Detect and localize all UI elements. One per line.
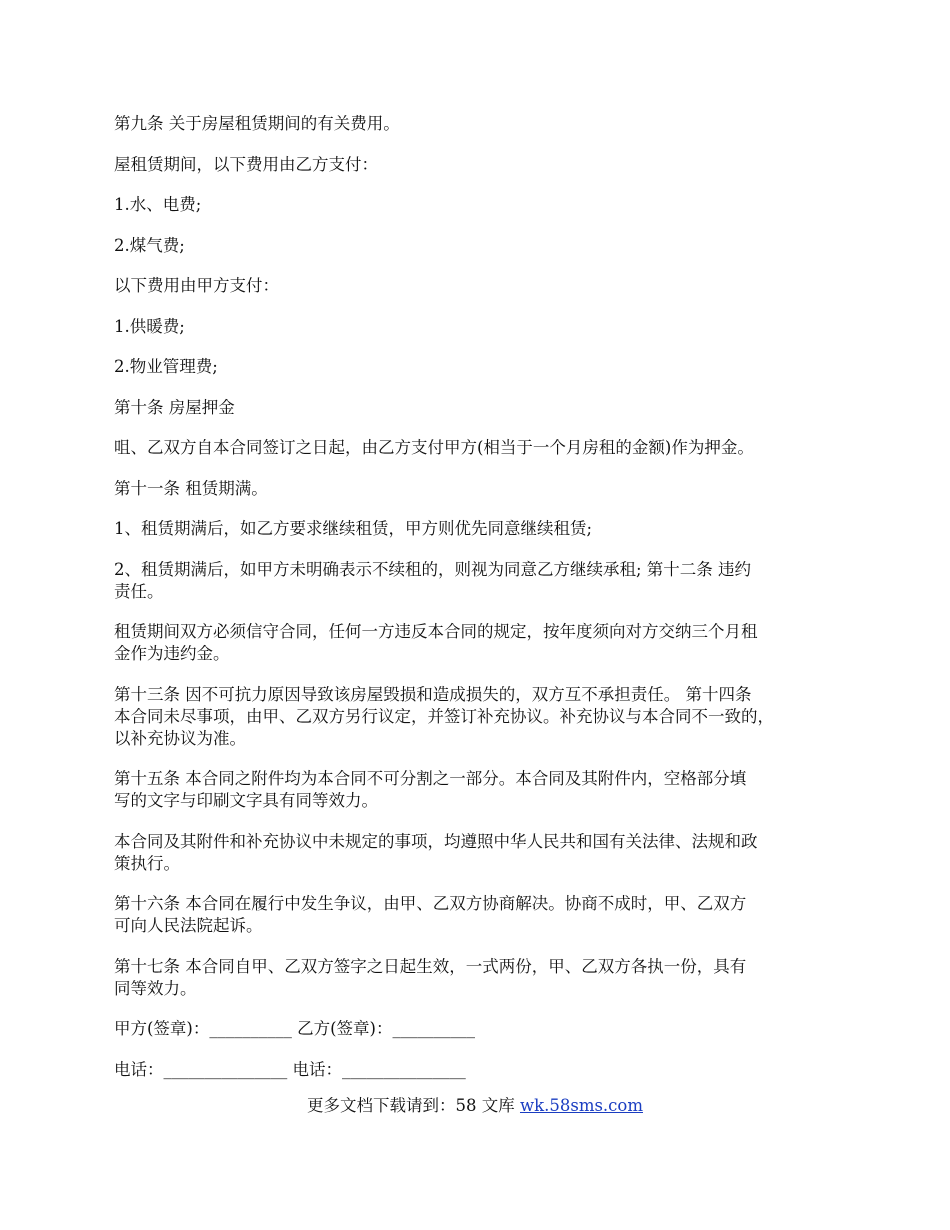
footer-link[interactable]: wk.58sms.com <box>519 1096 643 1115</box>
unspecified-matters-paragraph: 本合同及其附件和补充协议中未规定的事项，均遵照中华人民共和国有关法律、法规和政 策执行。 <box>114 831 758 873</box>
tenant-fee-item-1: 1.水、电费; <box>114 195 202 214</box>
footer <box>0 1095 950 1117</box>
footer-text: 更多文档下载请到：58 文库 <box>306 1096 520 1115</box>
landlord-fees-intro: 以下费用由甲方支付： <box>114 276 279 295</box>
clause-13-14-paragraph: 第十三条 因不可抗力原因导致该房屋毁损和造成损失的，双方互不承担责任。 第十四条 本合同未尽事项，由甲、乙双方另行议定，并签订补充协议。补充协议与本合同不一致的， 以补充协议为准。 <box>114 684 774 748</box>
signature-line: 甲方(签章)：__________ 乙方(签章)：__________ <box>114 1019 475 1038</box>
phone-line: 电话：_______________ 电话：_______________ <box>114 1059 466 1079</box>
breach-paragraph: 租赁期间双方必须信守合同，任何一方违反本合同的规定，按年度须向对方交纳三个月租 金作为违约金。 <box>114 622 758 663</box>
lease-expiry-item-2: 2、租赁期满后，如甲方未明确表示不续租的，则视为同意乙方继续承租; 第十二条 违约 责任。 <box>114 559 752 601</box>
landlord-fee-item-1: 1.供暖费; <box>114 316 185 336</box>
document-body <box>114 113 839 1099</box>
clause-15-paragraph: 第十五条 本合同之附件均为本合同不可分割之一部分。本合同及其附件内，空格部分填 写的文字与印刷文字具有同等效力。 <box>114 769 747 810</box>
lease-expiry-item-1: 1、租赁期满后，如乙方要求继续租赁，甲方则优先同意继续租赁; <box>114 519 593 538</box>
clause-16-paragraph: 第十六条 本合同在履行中发生争议，由甲、乙双方协商解决。协商不成时，甲、乙双方 可向人民法院起诉。 <box>114 894 747 935</box>
tenant-fees-intro: 屋租赁期间，以下费用由乙方支付： <box>114 154 378 174</box>
deposit-paragraph: 咀、乙双方自本合同签订之日起，由乙方支付甲方(相当于一个月房租的金额)作为押金。 <box>114 438 754 457</box>
clause-17-paragraph: 第十七条 本合同自甲、乙双方签字之日起生效，一式两份，甲、乙双方各执一份，具有 同等效力。 <box>114 956 747 998</box>
landlord-fee-item-2: 2.物业管理费; <box>114 357 218 376</box>
tenant-fee-item-2: 2.煤气费; <box>114 235 185 255</box>
clause-9-heading: 第九条 关于房屋租赁期间的有关费用。 <box>114 114 400 133</box>
clause-10-heading: 第十条 房屋押金 <box>114 397 235 417</box>
clause-11-heading: 第十一条 租赁期满。 <box>114 478 268 498</box>
